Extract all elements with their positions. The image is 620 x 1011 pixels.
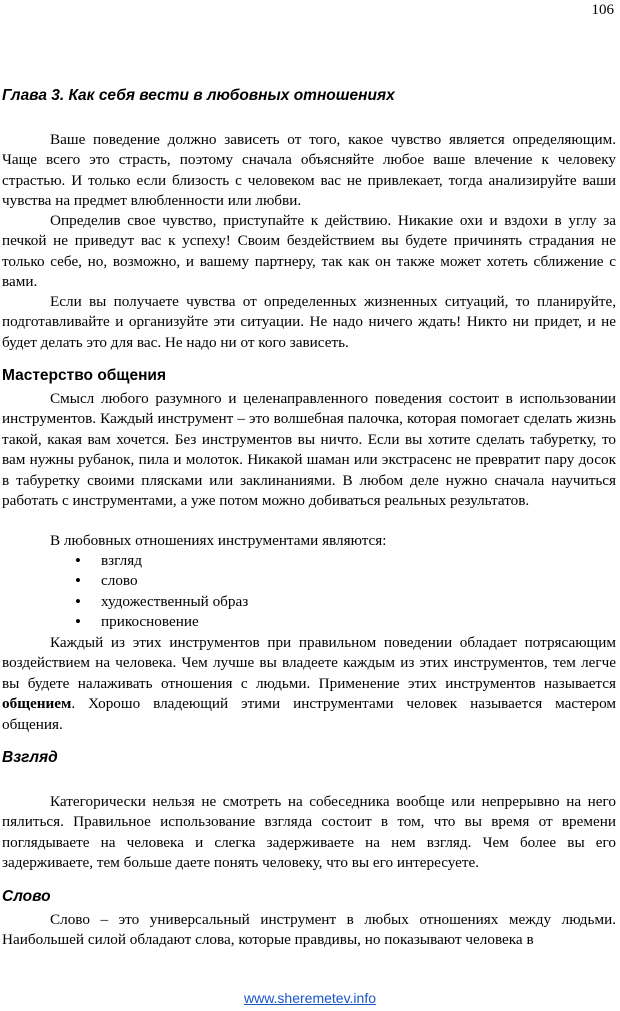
gaze-paragraph-text: Категорически нельзя не смотреть на собеседника вообще или непрерывно на него пялиться. Правильное использование взгляда состоит в том, что вы время от времени поглядываете на человека и слегка задерживаете на нем взгляд. Чем более вы его задерживаете, тем больше даете понять человеку, что вы его интересуете.: [2, 793, 616, 872]
footer-website-link[interactable]: www.sheremetev.info: [243, 990, 376, 1006]
section-title-mastery: Мастерство общения: [2, 367, 167, 384]
page-number: 106: [591, 2, 614, 18]
word-paragraph: [2, 910, 616, 951]
intro-paragraph-1: [2, 130, 616, 212]
section-title-word: Слово: [2, 888, 51, 905]
list-item: • взгляд: [75, 551, 248, 571]
word-paragraph-text: Слово – это универсальный инструмент в любых отношениях между людьми. Наибольшей силой обладают слова, которые правдивы, но показывают человека в: [2, 911, 616, 949]
chapter-title: Глава 3. Как себя вести в любовных отношениях: [2, 87, 395, 104]
intro-paragraph-2-text: Определив свое чувство, приступайте к действию. Никакие охи и вздохи в углу за печкой не приведут вас к успеху! Своим бездействием вы будете причинять страдания не только себе, но, возможно, и вашему партнеру, так как он также может хотеть сближение с вами.: [2, 212, 616, 291]
section-title-gaze: Взгляд: [2, 749, 58, 766]
mastery-paragraph-1-text: Смысл любого разумного и целенаправленного поведения состоит в использовании инструментов. Каждый инструмент – это волшебная палочка, которая помогает сделать жизнь такой, какая вам хочется. Без инструментов вы ничто. Если вы хотите сделать табуретку, то вам нужны рубанок, пила и молоток. Никакой шаман или экстрасенс не превратит пару досок в табуретку своими плясками или заклинаниями. В любом деле нужно сначала научиться работать с инструментами, а уже потом можно добиваться реальных результатов.: [2, 390, 616, 510]
mastery-paragraph-3: [2, 633, 616, 735]
mastery-paragraph-3-text-after: . Хорошо владеющий этими инструментами человек называется мастером общения.: [2, 695, 616, 733]
mastery-paragraph-1: [2, 389, 616, 511]
list-item: • слово: [75, 571, 248, 591]
intro-paragraph-3-text: Если вы получаете чувства от определенных жизненных ситуаций, то планируйте, подготавливайте и организуйте эти ситуации. Не надо ничего ждать! Никто ни придет, и не будет делать это для вас. Не надо ни от кого зависеть.: [2, 293, 616, 351]
bold-term-communication: общением: [2, 695, 72, 713]
mastery-paragraph-2-text: В любовных отношениях инструментами являются:: [50, 532, 387, 549]
mastery-paragraph-2: [2, 531, 616, 551]
list-item: • прикосновение: [75, 612, 248, 632]
list-item: • художественный образ: [75, 592, 248, 612]
intro-paragraph-1-text: Ваше поведение должно зависеть от того, какое чувство является определяющим. Чаще всего это страсть, поэтому сначала объясняйте любое ваше влечение к человеку страстью. И только если близость с человеком вас не привлекает, тогда анализируйте ваши чувства на предмет влюбленности или любви.: [2, 131, 616, 210]
mastery-paragraph-3-text-before: Каждый из этих инструментов при правильном поведении обладает потрясающим воздействием на человека. Чем лучше вы владеете каждым из этих инструментов, тем легче вы будете налаживать отношения с людьми. Применение этих инструментов называется: [2, 634, 616, 692]
gaze-paragraph: [2, 792, 616, 874]
intro-paragraph-3: [2, 292, 616, 353]
instrument-list: [75, 551, 248, 633]
intro-paragraph-2: [2, 211, 616, 293]
